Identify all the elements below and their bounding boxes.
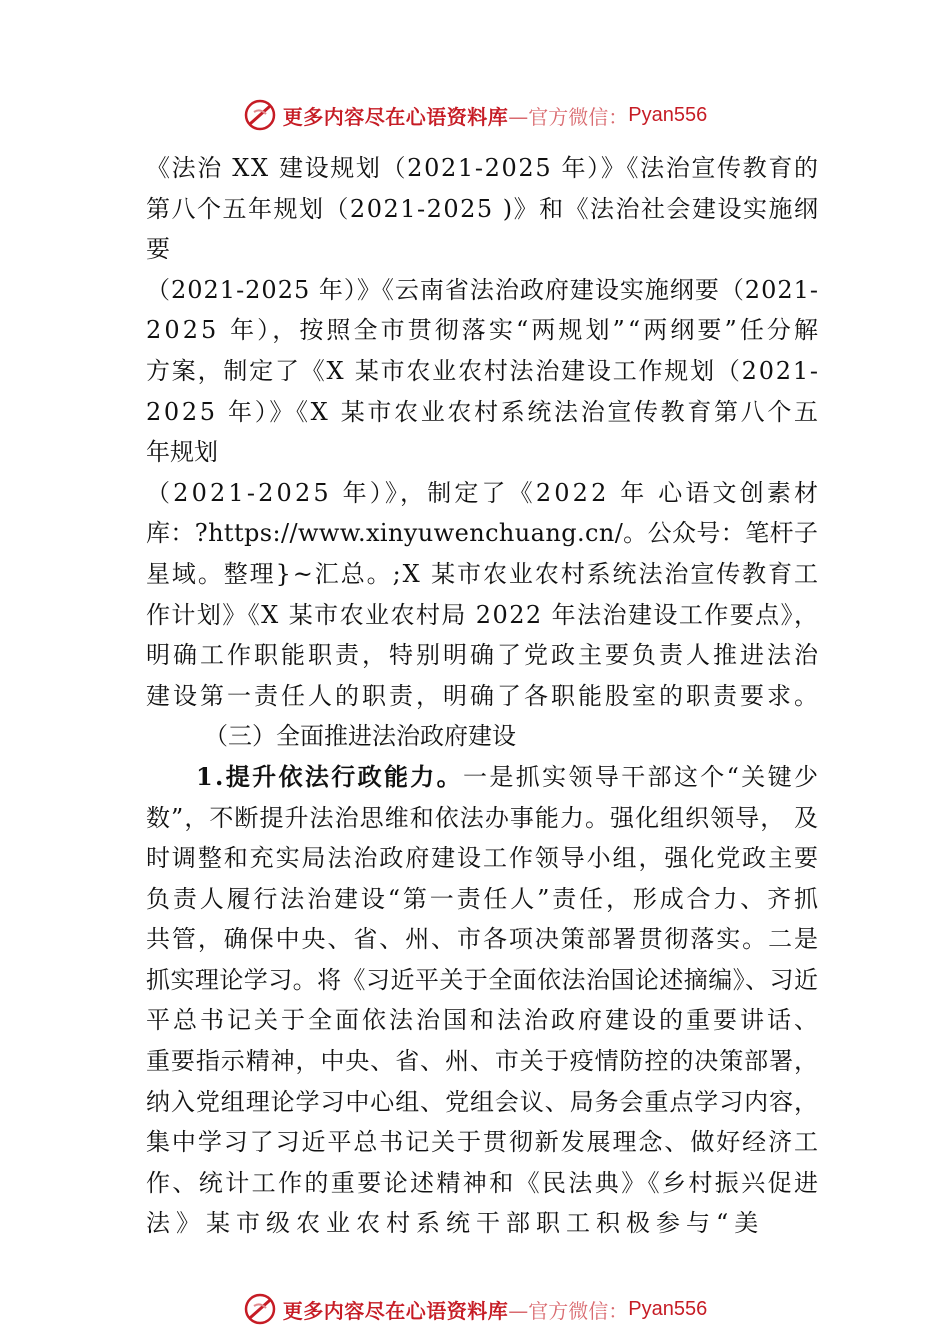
banner-wechat-id: Pyan556	[628, 1297, 708, 1320]
text-line: 《法治 XX 建设规划（2021-2025 年）》《法治宣传教育的	[146, 154, 820, 182]
text-line: 纳入党组理论学习中心组、党组会议、局务会重点学习内容，	[146, 1087, 819, 1116]
text-line: （2021-2025 年）》《云南省法治政府建设实施纲要（2021-	[146, 275, 819, 304]
text-line: 集中学习了习近平总书记关于贯彻新发展理念、做好经济工	[146, 1128, 820, 1157]
footer-watermark-banner	[0, 1287, 950, 1331]
text-line: 作、统计工作的重要论述精神和《民法典》《乡村振兴促进	[146, 1168, 821, 1197]
paragraph-first-line	[146, 757, 821, 798]
text-line: 重要指示精神，中央、省、州、市关于疫情防控的决策部署，	[146, 1047, 819, 1076]
text-line: 2025 年），按照全市贯彻落实“两规划”“两纲要”任分解	[146, 316, 822, 345]
text-line: 数”，不断提升法治思维和依法办事能力。强化组织领导， 及	[146, 803, 820, 832]
text-line: 2025 年）》《X 某市农业农村系统法治宣传教育第八个五	[146, 397, 821, 426]
text-line: 时调整和充实局法治政府建设工作领导小组，强化党政主要	[146, 844, 820, 873]
paragraph-lead: 1.提升依法行政能力。	[196, 761, 464, 791]
text-line: 平总书记关于全面依法治国和法治政府建设的重要讲话、	[146, 1006, 821, 1035]
text-line: （2021-2025 年）》，制定了《2022 年 心语文创素材	[146, 478, 822, 507]
text-line: 要	[146, 235, 170, 264]
banner-wechat-label: —官方微信：	[508, 1298, 629, 1323]
text-line: 星域。整理}~汇总。;X 某市农业农村系统法治宣传教育工	[146, 559, 820, 588]
text-line: 负责人履行法治建设“第一责任人”责任，形成合力、齐抓	[146, 884, 821, 913]
banner-main-text: 更多内容尽在心语资料库	[282, 104, 509, 129]
text-line: 共管，确保中央、省、州、市各项决策部署贯彻落实。二是	[146, 925, 820, 954]
text-line: 方案，制定了《X 某市农业农村法治建设工作规划（2021-	[146, 356, 820, 385]
text-line: 作计划》《X 某市农业农村局 2022 年法治建设工作要点》，	[146, 600, 820, 629]
text-line: 法》某市级农业农村系统干部职工积极参与“美	[146, 1209, 765, 1238]
brush-logo-icon	[243, 98, 277, 132]
text-line: 第八个五年规划（2021-2025 )》和《法治社会建设实施纲	[146, 194, 820, 223]
text-line: 建设第一责任人的职责，明确了各职能股室的职责要求。	[146, 681, 821, 710]
banner-main-text: 更多内容尽在心语资料库	[282, 1298, 509, 1323]
text-line: 明确工作职能职责，特别明确了党政主要负责人推进法治	[146, 641, 821, 670]
text-line: 抓实理论学习。将《习近平关于全面依法治国论述摘编》、习近	[146, 965, 819, 994]
banner-wechat-id: Pyan556	[628, 103, 708, 126]
banner-wechat-label: —官方微信：	[508, 104, 629, 129]
document-body	[146, 148, 822, 1244]
text-line: 库：?https://www.xinyuwenchuang.cn/。公众号：笔杆子	[146, 519, 819, 548]
section-heading: （三）全面推进法治政府建设	[204, 722, 516, 751]
paragraph-first-line-text: 一是抓实领导干部这个“关键少	[463, 762, 821, 791]
brush-logo-icon	[243, 1292, 277, 1326]
text-line: 年规划	[146, 438, 218, 467]
header-watermark-banner	[0, 93, 950, 137]
